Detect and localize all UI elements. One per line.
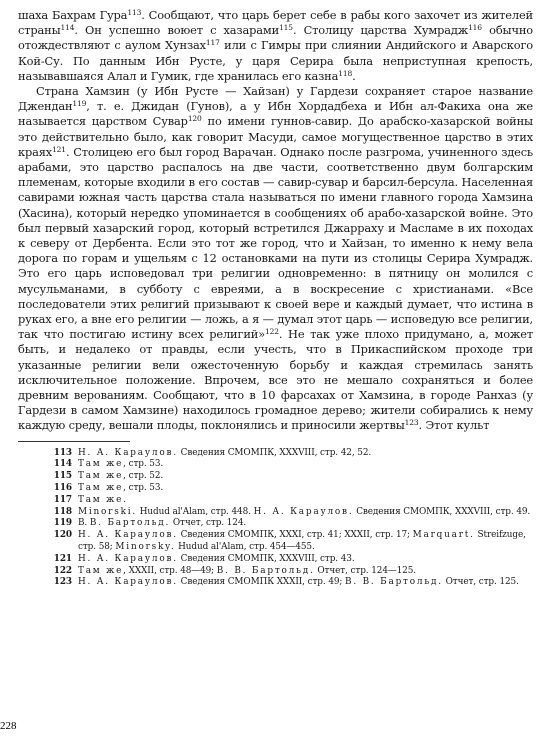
footnote [18, 554, 533, 566]
spaced-citation: Там же [78, 494, 124, 505]
citation-text: Сведения СМОМПК, XXXVIII, стр. 42, 52. [177, 447, 372, 458]
text-run: . Этот культ [418, 418, 490, 433]
footnotes [18, 448, 533, 590]
footnote-ref: 115 [279, 23, 293, 33]
spaced-citation: Marquart. [412, 530, 475, 541]
text-run: шаха Бахрам Гура [18, 8, 128, 22]
page-number: 228 [0, 720, 17, 732]
footnote-number: 113 [53, 447, 72, 458]
citation-text: , стр. 53. [123, 459, 164, 470]
footnote-ref: 119 [72, 99, 87, 109]
text-run: . Не так уже плохо придумано, а, может быть, и недалеко от правды, если учесть, что в Прикаспийском проходе три указанные религии вели ожесточенную борьбу и каждая стремилась занять исключительное положение. Впрочем, все это не мешало сохраняться и более древним верованиям. Сообщают, что в 10 фарсахах от Хамзина, в городе Ранхаз (у Гардези в самом Хамзине) находилось громадное дерево; жители собирались к нему каждую среду, вешали плоды, поклонялись и приносили жертвы [18, 327, 534, 433]
spaced-citation: Н. А. Караулов. [78, 447, 178, 458]
footnote-ref: 116 [468, 23, 482, 33]
citation-text: Отчет, стр. 124. [170, 518, 247, 529]
spaced-citation: Minorski. [78, 506, 138, 517]
text-run: Страна Хамзин (у Ибн Русте — Хайзан) у Гардези сохраняет старое название Джендан [18, 84, 533, 114]
spaced-citation: Minorsky. [115, 542, 176, 553]
spaced-citation: Н. А. Караулов. [78, 577, 178, 588]
footnote-number: 117 [53, 494, 72, 505]
citation-text: Отчет, стр. 124—125. [314, 565, 416, 576]
footnote [18, 483, 533, 495]
citation-text: Hudud al'Alam, стр. 454—455. [175, 542, 315, 553]
footnote-number: 122 [53, 565, 72, 576]
footnote-number: 114 [53, 459, 72, 470]
spaced-citation: Там же [78, 565, 124, 576]
text-run: . Столицу царства Хумрадж [292, 23, 469, 38]
text-run: . Столицею его был город Варачан. Однако после разгрома, учиненного здесь арабами, это царство распалось на две части, соответственно двум болгарским племенам, которые входили в его состав — савир-сувар и барсил-берсула. Населенная савирами южная часть царства стала называться по имени главного города Хамзина (Хасина), который нередко упоминается в сообщениях об арабо-хазарской войне. Это был первый хазарский город, который встретился Джарраху и Масламе в их походах к северу от Дербента. Если это тот же город, что и Хайзан, то именно к нему вела дорога по горам и ущельям с 12 остановками на пути из столицы Серира Хумрадж. Это его царь исповедовал три религии одновременно: в пятницу он молился с мусульманами, в субботу с евреями, а в воскресение с христианами. «Все последователи этих религий призывают к своей вере и каждый думает, что истина в руках его, а вне его религии — ложь, а я — думал этот царь — исповедую все религии, так что постигаю истину всех религий» [18, 144, 533, 342]
footnote-ref: 114 [60, 23, 75, 33]
footnote-number: 121 [53, 553, 72, 564]
footnote-number: 123 [53, 577, 72, 588]
paragraph [18, 84, 533, 434]
footnote-divider [18, 441, 130, 442]
citation-text: Сведения СМОМПК, XXXVIII, стр. 49. [353, 506, 531, 517]
footnote [18, 577, 533, 589]
spaced-citation: В. В. Бартольд. [345, 577, 443, 588]
text-run: . Он успешно воюет с хазарами [74, 23, 280, 38]
text-run: . [352, 68, 356, 83]
footnote-ref: 120 [187, 114, 202, 124]
footnote [18, 518, 533, 530]
footnote-ref: 123 [404, 418, 419, 428]
spaced-citation: Н. А. Караулов. [78, 553, 178, 564]
spaced-citation: Н. А. Караулов. [253, 506, 354, 517]
footnote-number: 115 [53, 471, 72, 482]
citation-text: Сведения СМОМПК, XXXVIII, стр. 43. [177, 553, 355, 564]
footnote [18, 566, 533, 578]
footnote-ref: 121 [52, 144, 66, 154]
text-run: , т. е. Джидан (Гунов), а у Ибн Хордадбеха и Ибн ал-Факиха она же называется царством Сувар [18, 99, 533, 129]
footnote [18, 459, 533, 471]
citation-text: , стр. 52. [123, 471, 164, 482]
text-run: по имени гуннов-савир. До арабско-хазарской войны это действительно было, как говорит Масуди, самое могущественное царство в этих краях [18, 114, 533, 159]
footnote-number: 119 [53, 518, 72, 529]
footnote [18, 495, 533, 507]
text-run: . Сообщают, что царь берет себе в рабы кого захочет из жителей страны [18, 8, 533, 38]
book-page [18, 8, 533, 589]
footnote-ref: 117 [205, 38, 220, 48]
footnote-number: 118 [53, 506, 72, 517]
footnote [18, 448, 533, 460]
footnote [18, 471, 533, 483]
citation-text: Streifzuge, стр. 58; [78, 530, 526, 553]
text-run: или с Гимры при слиянии Андийского и Аварского Кой-Су. По данным Ибн Русте, у царя Серира была неприступная крепость, называвшаяся Алал и Гумик, где хранилась его казна [18, 38, 533, 83]
citation-text: Отчет, стр. 125. [442, 577, 519, 588]
spaced-citation: Там же [78, 471, 124, 482]
footnote-number: 116 [53, 483, 72, 494]
citation-text: , XXXII, стр. 48—49; [123, 565, 217, 576]
citation-text: Сведения СМОМПК XXXII, стр. 49; [177, 577, 346, 588]
citation-text: . [123, 494, 126, 505]
citation-text: Сведения СМОМПК, XXXI, стр. 41; XXXII, стр. 17; [177, 530, 413, 541]
footnote-ref: 118 [338, 68, 353, 78]
footnote-ref: 122 [265, 327, 279, 337]
text-run: обычно отождествляют с аулом Хунзах [18, 23, 533, 53]
spaced-citation: В. В. Бартольд. [216, 565, 315, 576]
footnote [18, 507, 533, 519]
citation-text: Hudud al'Alam, стр. 448. [137, 506, 254, 517]
spaced-citation: В. Бартольд. [89, 518, 171, 529]
paragraph [18, 8, 533, 84]
citation-text: В. [78, 518, 90, 529]
footnote-ref: 113 [127, 8, 142, 17]
citation-text: , стр. 53. [123, 483, 164, 494]
footnote-number: 120 [53, 530, 72, 541]
footnote [18, 530, 533, 554]
spaced-citation: Там же [78, 459, 124, 470]
spaced-citation: Н. А. Караулов. [78, 530, 178, 541]
main-text [18, 8, 533, 434]
spaced-citation: Там же [78, 483, 124, 494]
